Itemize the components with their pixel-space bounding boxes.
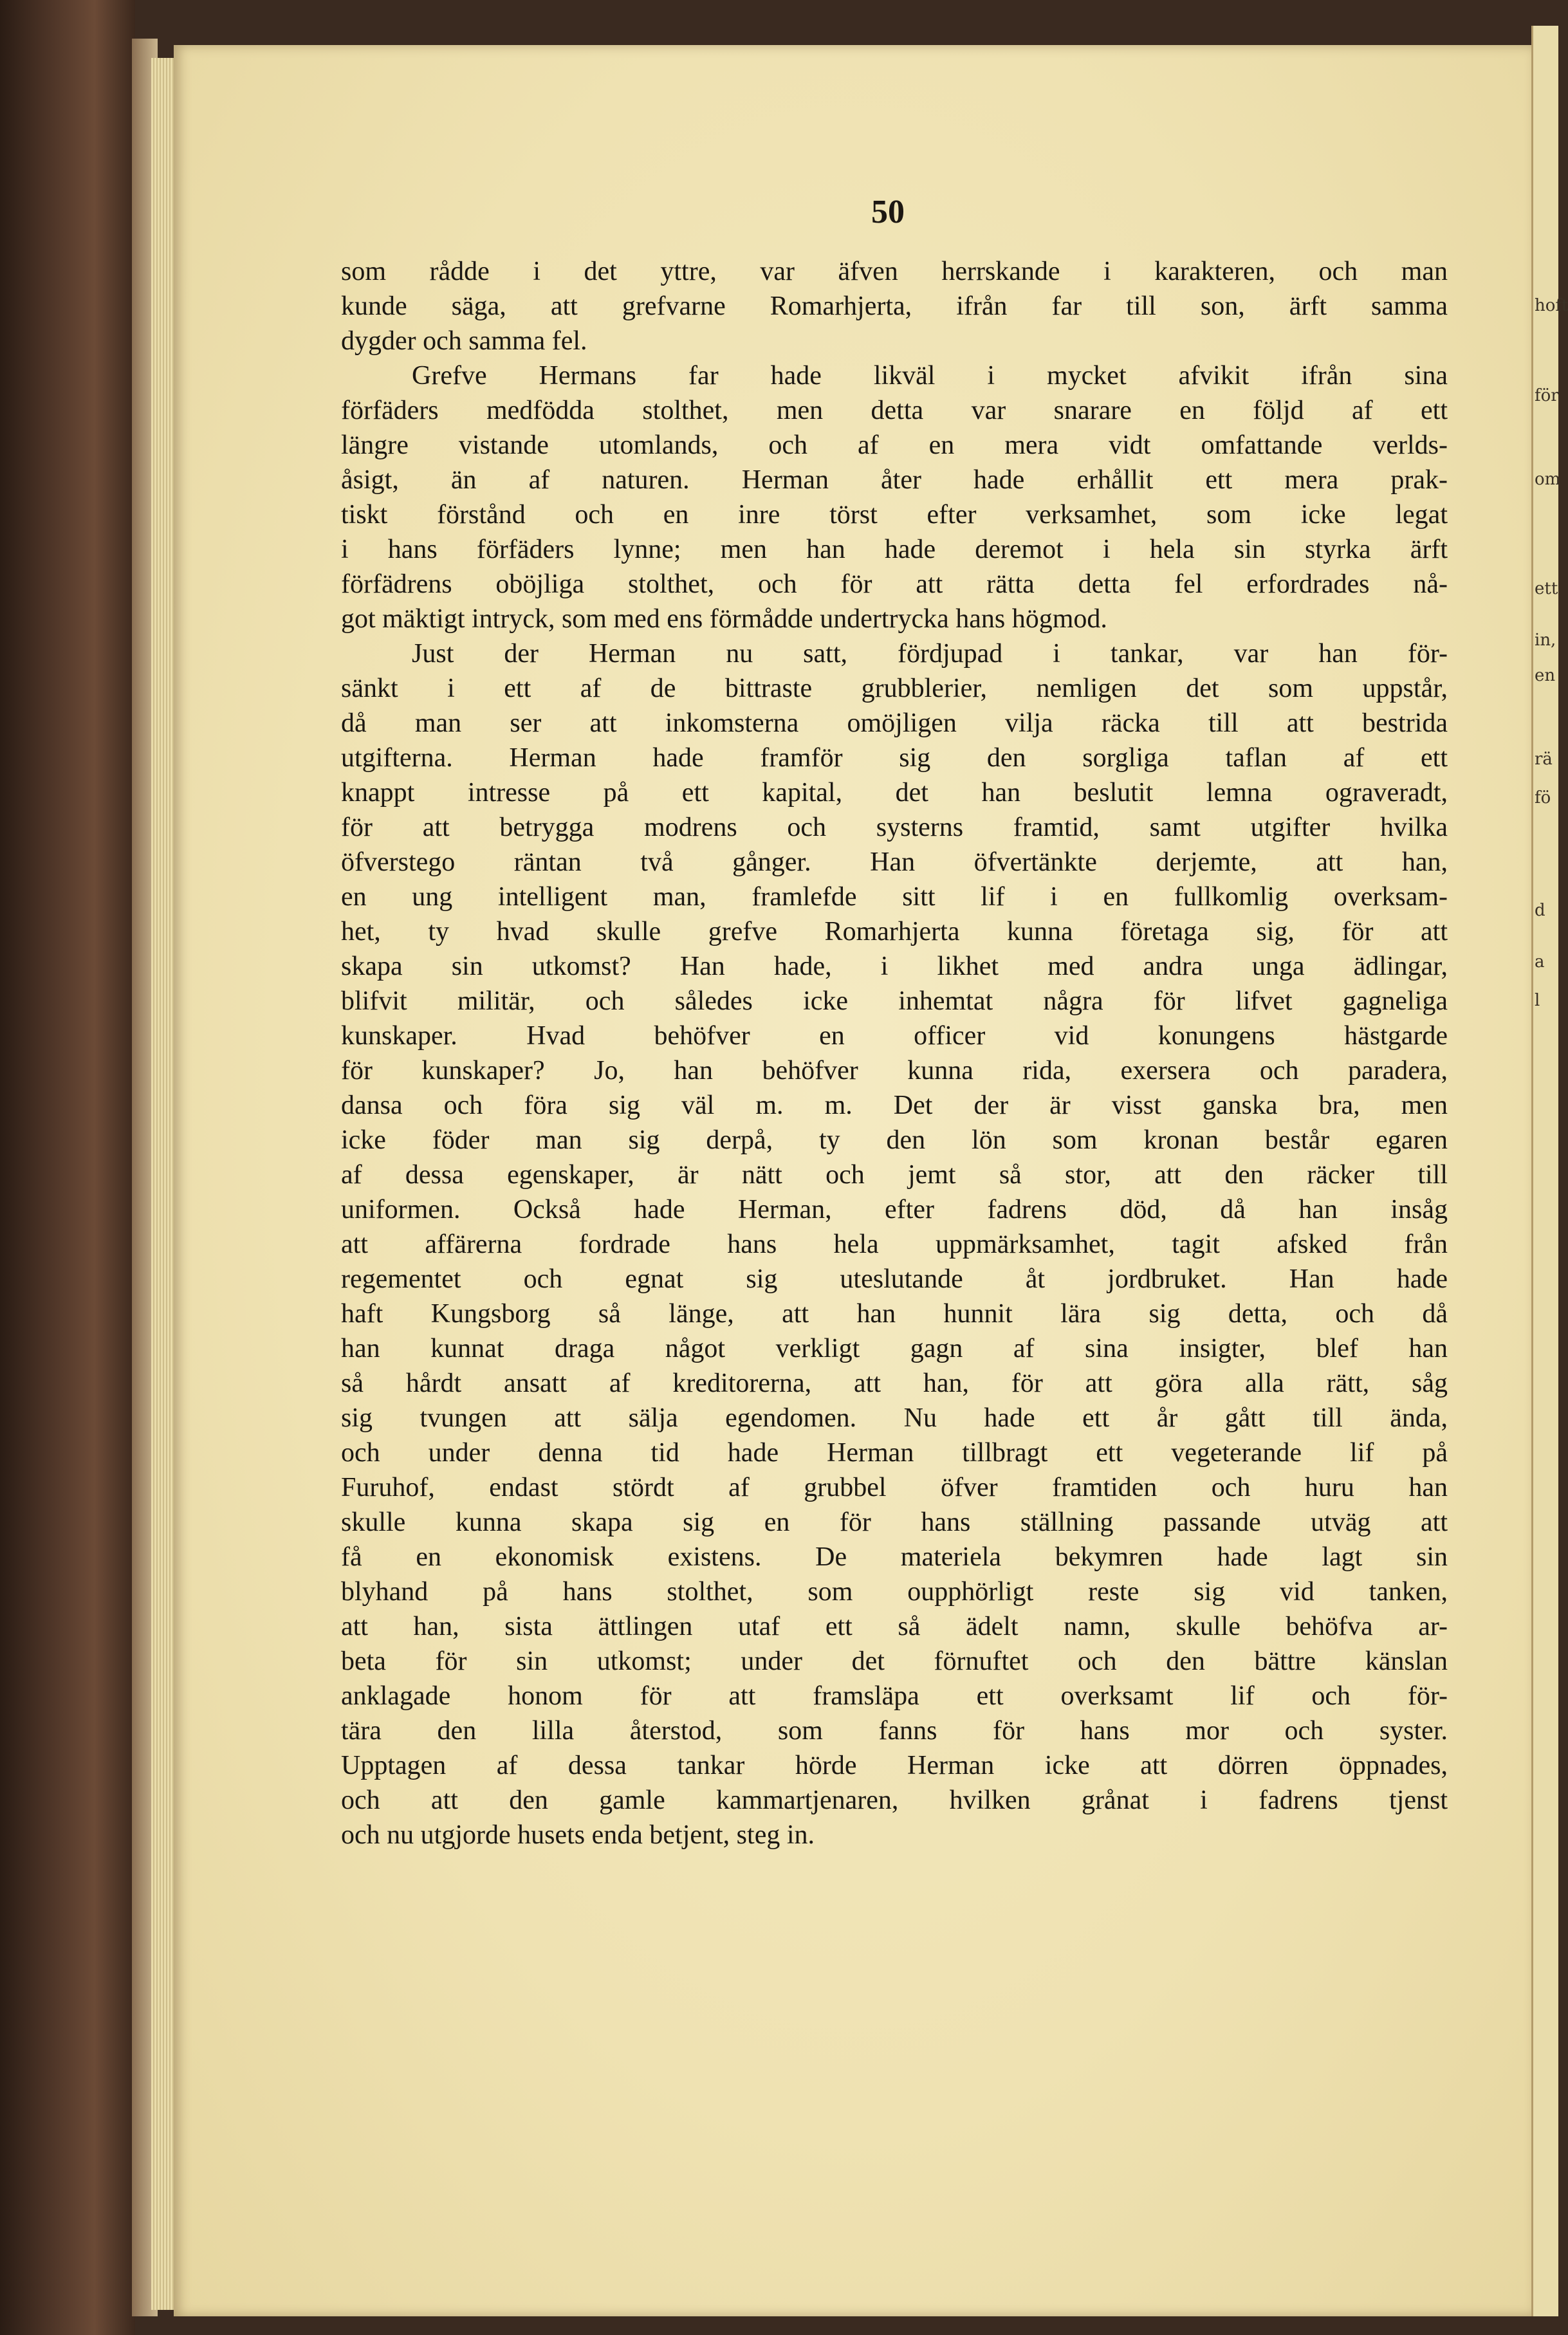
body-text	[341, 254, 1448, 1852]
adjacent-page-fragment: a	[1535, 952, 1545, 972]
adjacent-page-fragment: en	[1535, 666, 1556, 685]
page-number: 50	[871, 194, 905, 230]
adjacent-page-fragment: d	[1535, 901, 1545, 920]
text-line: skulle kunna skapa sig en för hans ställning passande utväg att	[341, 1508, 1448, 1537]
text-line: för att betrygga modrens och systerns framtid, samt utgifter hvilka	[341, 813, 1448, 842]
adjacent-page	[1531, 26, 1568, 2316]
text-line: Upptagen af dessa tankar hörde Herman icke att dörren öppnades,	[341, 1751, 1448, 1780]
page-stack-edges	[151, 58, 177, 2310]
adjacent-page-fragment: för	[1535, 386, 1559, 405]
adjacent-page-fragment: ett	[1535, 579, 1558, 598]
text-line: förfädrens oböjliga stolthet, och för att rätta detta fel erfordrades nå-	[341, 569, 1448, 599]
text-line: Furuhof, endast stördt af grubbel öfver framtiden och huru han	[341, 1473, 1448, 1502]
text-line: öfverstego räntan två gånger. Han öfvertänkte derjemte, att han,	[341, 847, 1448, 877]
adjacent-page-fragment: rä	[1535, 750, 1553, 769]
text-line: blyhand på hans stolthet, som oupphörligt reste sig vid tanken,	[341, 1577, 1448, 1607]
text-line: dygder och samma fel.	[341, 326, 587, 356]
text-line: kunde säga, att grefvarne Romarhjerta, ifrån far till son, ärft samma	[341, 291, 1448, 321]
text-line: i hans förfäders lynne; men han hade deremot i hela sin styrka ärft	[341, 535, 1448, 564]
text-line: blifvit militär, och således icke inhemtat några för lifvet gagneliga	[341, 986, 1448, 1016]
text-line: anklagade honom för att framsläpa ett overksamt lif och för-	[341, 1681, 1448, 1711]
text-line: att han, sista ättlingen utaf ett så ädelt namn, skulle behöfva ar-	[341, 1612, 1448, 1641]
text-line: att affärerna fordrade hans hela uppmärksamhet, tagit afsked från	[341, 1230, 1448, 1259]
text-line: han kunnat draga något verkligt gagn af sina insigter, blef han	[341, 1334, 1448, 1363]
text-line: sänkt i ett af de bittraste grubblerier, nemligen det som uppstår,	[341, 674, 1448, 703]
text-line: åsigt, än af naturen. Herman åter hade erhållit ett mera prak-	[341, 465, 1448, 495]
text-line: uniformen. Också hade Herman, efter fadrens död, då han insåg	[341, 1195, 1448, 1224]
text-line: kunskaper. Hvad behöfver en officer vid konungens hästgarde	[341, 1021, 1448, 1051]
adjacent-page-fragment: hoft	[1535, 296, 1568, 315]
adjacent-page-fragment: in,	[1535, 631, 1556, 650]
text-line: så hårdt ansatt af kreditorerna, att han, för att göra alla rätt, såg	[341, 1369, 1448, 1398]
book-binding	[0, 0, 135, 2335]
adjacent-page-fragment: fö	[1535, 788, 1551, 808]
text-line: Grefve Hermans far hade likväl i mycket afvikit ifrån sina	[412, 361, 1448, 391]
text-line: för kunskaper? Jo, han behöfver kunna rida, exersera och paradera,	[341, 1056, 1448, 1085]
text-line: beta för sin utkomst; under det förnuftet och den bättre känslan	[341, 1647, 1448, 1676]
text-line: som rådde i det yttre, var äfven herrskande i karakteren, och man	[341, 257, 1448, 286]
text-line: Just der Herman nu satt, fördjupad i tankar, var han för-	[412, 639, 1448, 669]
text-line: sig tvungen att sälja egendomen. Nu hade ett år gått till ända,	[341, 1403, 1448, 1433]
text-line: knappt intresse på ett kapital, det han beslutit lemna ograveradt,	[341, 778, 1448, 808]
text-line: och att den gamle kammartjenaren, hvilken grånat i fadrens tjenst	[341, 1786, 1448, 1815]
text-line: got mäktigt intryck, som med ens förmådde undertrycka hans högmod.	[341, 604, 1107, 634]
text-line: längre vistande utomlands, och af en mera vidt omfattande verlds-	[341, 430, 1448, 460]
text-line: förfäders medfödda stolthet, men detta var snarare en följd af ett	[341, 396, 1448, 425]
text-line: regementet och egnat sig uteslutande åt jordbruket. Han hade	[341, 1264, 1448, 1294]
text-line: haft Kungsborg så länge, att han hunnit lära sig detta, och då	[341, 1299, 1448, 1329]
text-line: tiskt förstånd och en inre törst efter verksamhet, som icke legat	[341, 500, 1448, 530]
text-line: utgifterna. Herman hade framför sig den sorgliga taflan af ett	[341, 743, 1448, 773]
text-line: då man ser att inkomsterna omöjligen vilja räcka till att bestrida	[341, 708, 1448, 738]
text-line: skapa sin utkomst? Han hade, i likhet med andra unga ädlingar,	[341, 952, 1448, 981]
text-line: dansa och föra sig väl m. m. Det der är visst ganska bra, men	[341, 1091, 1448, 1120]
adjacent-page-fragment: l	[1535, 991, 1540, 1010]
text-line: få en ekonomisk existens. De materiela bekymren hade lagt sin	[341, 1542, 1448, 1572]
text-line: icke föder man sig derpå, ty den lön som kronan består egaren	[341, 1125, 1448, 1155]
text-line: tära den lilla återstod, som fanns för hans mor och syster.	[341, 1716, 1448, 1746]
text-line: af dessa egenskaper, är nätt och jemt så stor, att den räcker till	[341, 1160, 1448, 1190]
text-line: och under denna tid hade Herman tillbragt ett vegeterande lif på	[341, 1438, 1448, 1468]
text-line: och nu utgjorde husets enda betjent, steg in.	[341, 1820, 815, 1850]
adjacent-page-fragment: om	[1535, 470, 1561, 489]
text-line: en ung intelligent man, framlefde sitt lif i en fullkomlig overksam-	[341, 882, 1448, 912]
text-line: het, ty hvad skulle grefve Romarhjerta kunna företaga sig, för att	[341, 917, 1448, 946]
